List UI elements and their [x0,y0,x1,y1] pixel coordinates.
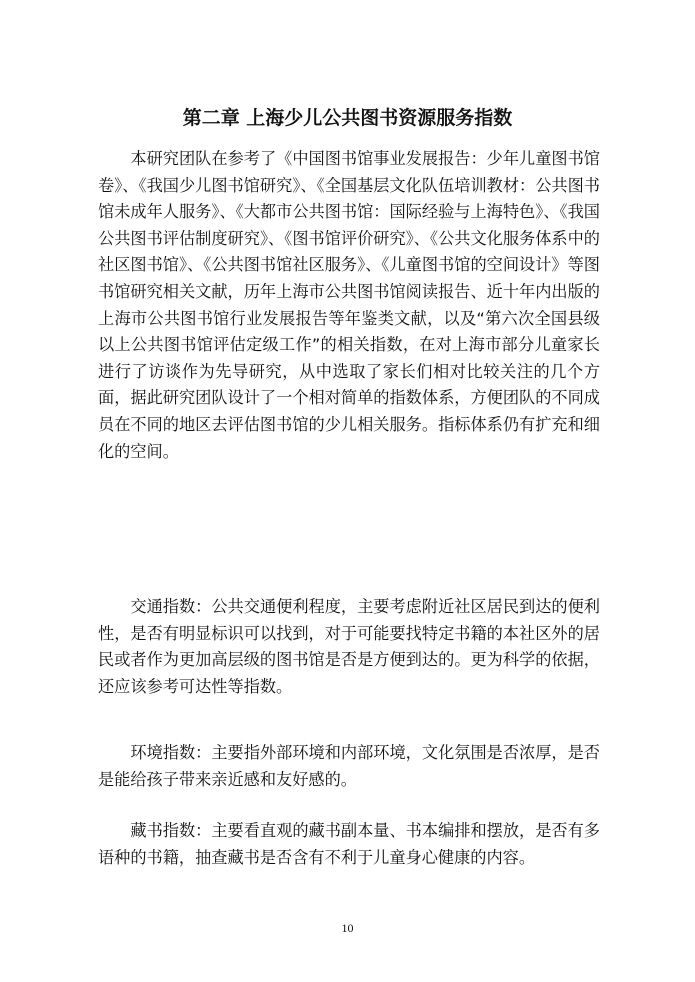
chapter-title: 第二章 上海少儿公共图书资源服务指数 [182,107,513,129]
paragraph-environment-index: 环境指数：主要指外部环境和内部环境，文化氛围是否浓厚，是否是能给孩子带来亲近感和友好感的。 [98,743,600,789]
page-number: 10 [341,921,354,935]
paragraph-collection-index: 藏书指数：主要看直观的藏书副本量、书本编排和摆放，是否有多语种的书籍，抽查藏书是否含有不利于儿童身心健康的内容。 [98,821,600,867]
paragraph-traffic-index: 交通指数：公共交通便利程度，主要考虑附近社区居民到达的便利性，是否有明显标识可以找到，对于可能要找特定书籍的本社区外的居民或者作为更加高层级的图书馆是否是方便到达的。更为科学的依据，还应该参考可达性等指数。 [98,597,600,696]
paragraph-research-basis: 本研究团队在参考了《中国图书馆事业发展报告：少年儿童图书馆卷》、《我国少儿图书馆研究》、《全国基层文化队伍培训教材：公共图书馆未成年人服务》、《大都市公共图书馆：国际经验与上海特色》、《我国公共图书评估制度研究》、《图书馆评价研究》、《公共文化服务体系中的社区图书馆》、《公共图书馆社区服务》、《儿童图书馆的空间设计》等图书馆研究相关文献，历年上海市公共图书馆阅读报告、近十年内出版的上海市公共图书馆行业发展报告等年鉴类文献，以及“第六次全国县级以上公共图书馆评估定级工作”的相关指数，在对上海市部分儿童家长进行了访谈作为先导研究，从中选取了家长们相对比较关注的几个方面，据此研究团队设计了一个相对简单的指数体系，方便团队的不同成员在不同的地区去评估图书馆的少儿相关服务。指标体系仍有扩充和细化的空间。 [98,149,600,461]
